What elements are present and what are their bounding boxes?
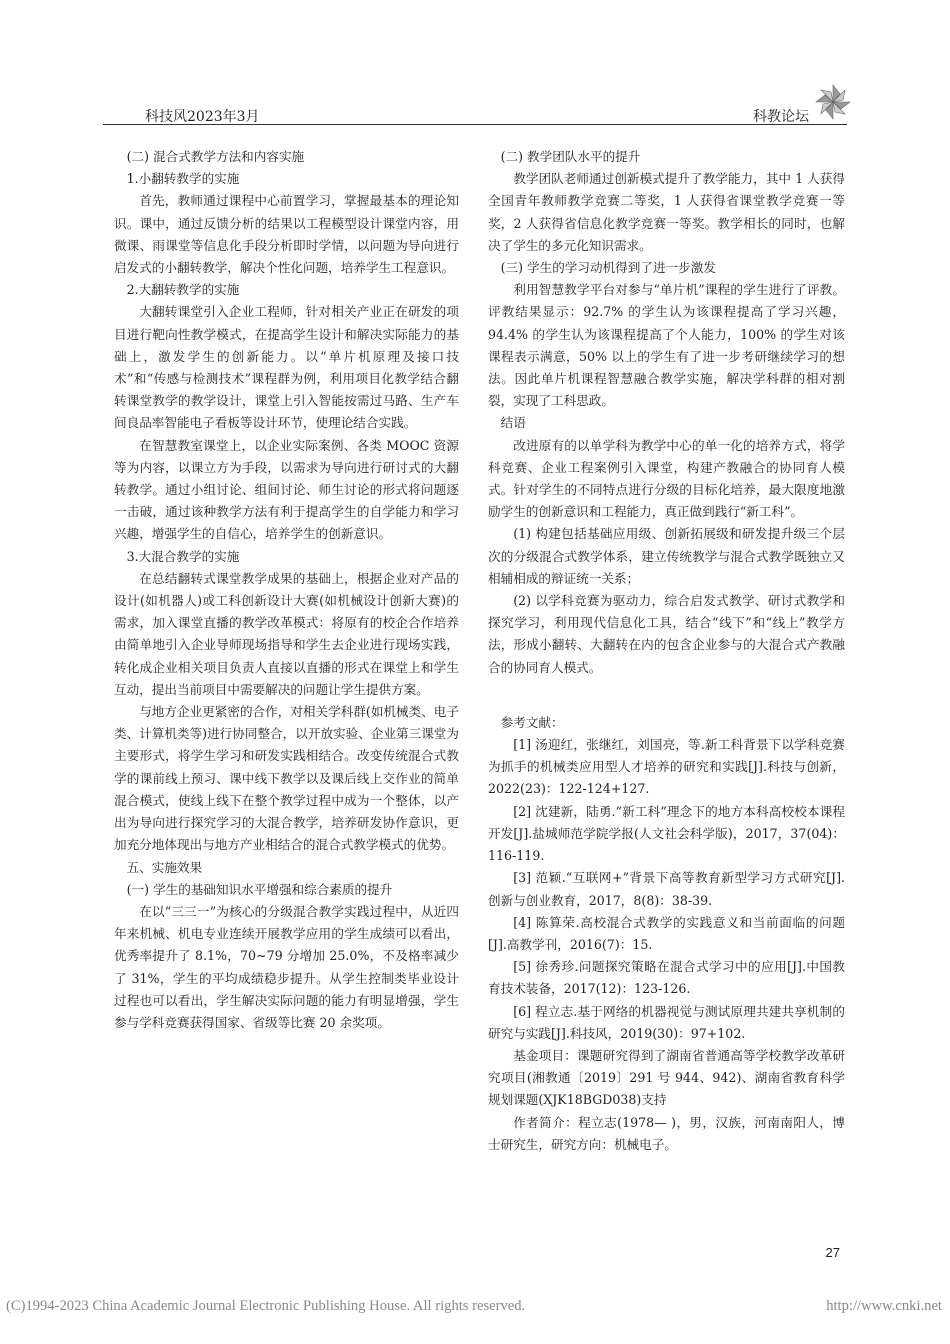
copyright-notice: (C)1994-2023 China Academic Journal Electronic Publishing House. All rights reserved. [6,1298,526,1314]
left-heading: 2.大翻转教学的实施 [126,282,240,298]
reference-paragraph: 作者简介：程立志(1978— )，男，汉族，河南南阳人，博士研究生，研究方向：机械电子。 [488,1114,845,1152]
right-paragraph: 教学团队老师通过创新模式提升了教学能力，其中 1 人获得全国青年教师教学竞赛二等奖，1 人获得省课堂教学竞赛一等奖，2 人获得省信息化教学竞赛一等奖。教学相长的同时，也解决了学生的多元化知识需求。 [488,171,845,253]
right-paragraph: 利用智慧教学平台对参与“单片机”课程的学生进行了评教。评教结果显示：92.7% 的学生认为该课程提高了学习兴趣，94.4% 的学生认为该课程提高了个人能力，100% 的学生对该课程表示满意，50% 以上的学生有了进一步考研继续学习的想法。因此单片机课程智慧融合教学实施，解决学科群的相对割裂，实现了工科思政。 [488,282,845,409]
left-paragraph: 首先，教师通过课程中心前置学习，掌握最基本的理论知识。课中，通过反馈分析的结果以工程模型设计课堂内容，用微课、雨课堂等信息化手段分析即时学情，以问题为导向进行启发式的小翻转教学，解决个性化问题，培养学生工程意识。 [114,193,459,276]
left-paragraph: 与地方企业更紧密的合作，对相关学科群(如机械类、电子类、计算机类等)进行协同整合，以开放实验、企业第三课堂为主要形式，将学生学习和研发实践相结合。改变传统混合式教学的课前线上预习、课中线下教学以及课后线上交作业的简单混合模式，使线上线下在整个教学过程中成为一个整体，以产出为导向进行探究学习的大混合教学，培养研发协作意识，更加充分地体现出与地方产业相结合的混合式教学模式的优势。 [114,704,459,853]
left-paragraph: 在以“三三一”为核心的分级混合教学实践过程中，从近四年来机械、机电专业连续开展教学应用的学生成绩可以看出，优秀率提升了 8.1%，70~79 分增加 25.0%，不及格率减少了 31%，学生的平均成绩稳步提升。从学生控制类毕业设计过程也可以看出，学生解决实际问题的能力有明显增强，学生参与学科竞赛获得国家、省级等比赛 20 余奖项。 [114,903,459,1030]
right-heading: (三) 学生的学习动机得到了进一步激发 [500,260,716,276]
reference-paragraph: [4] 陈算荣.高校混合式教学的实践意义和当前面临的问题[J].高教学刊，2016(7)：15. [488,914,845,952]
header-rule [103,124,847,125]
reference-heading: 参考文献： [500,714,564,730]
reference-paragraph: 基金项目：课题研究得到了湖南省普通高等学校教学改革研究项目(湘教通〔2019〕291 号 944、942)、湖南省教育科学规划课题(XJK18BGD038)支持 [488,1047,845,1108]
left-column [114,146,459,1034]
section-title: 科教论坛 [753,109,809,125]
left-paragraph: 在智慧教室课堂上，以企业实际案例、各类 MOOC 资源等为内容，以课立方为手段，以需求为导向进行研讨式的大翻转教学。通过小组讨论、组间讨论、师生讨论的形式将问题逐一击破，通过该种教学方法有利于提高学生的自学能力和学习兴趣，增强学生的自信心，培养学生的创新意识。 [114,437,459,542]
pinwheel-logo-icon [813,82,853,122]
left-paragraph: 大翻转课堂引入企业工程师，针对相关产业正在研发的项目进行靶向性教学模式，在提高学生设计和解决实际能力的基础上，激发学生的创新能力。以“单片机原理及接口技术”和“传感与检测技术”课程群为例，利用项目化教学结合翻转课堂教学的教学设计，课堂上引入智能按需过马路、生产车间良品率智能电子看板等设计环节，使理论结合实践。 [114,304,459,431]
reference-paragraph: [6] 程立志.基于网络的机器视觉与测试原理共建共享机制的研究与实践[J].科技风，2019(30)：97+102. [488,1003,845,1041]
right-column [488,146,845,1156]
journal-issue: 科技风2023年3月 [145,109,260,125]
left-heading: 五、实施效果 [126,859,203,875]
reference-paragraph: [2] 沈建新，陆勇.“新工科”理念下的地方本科高校校本课程开发[J].盐城师范学院学报(人文社会科学版)，2017，37(04)：116-119. [488,803,845,864]
references [488,712,845,1156]
reference-paragraph: [1] 汤迎红，张继红，刘国亮，等.新工科背景下以学科竞赛为抓手的机械类应用型人才培养的研究和实践[J].科技与创新，2022(23)：122-124+127. [488,737,845,797]
left-paragraph: 在总结翻转式课堂教学成果的基础上，根据企业对产品的设计(如机器人)或工科创新设计大赛(如机械设计创新大赛)的需求，加入课堂直播的教学改革模式：将原有的校企合作培养由简单地引入企业导师现场指导和学生去企业进行现场实践，转化成企业相关项目负责人直接以直播的形式在课堂上和学生互动，提出当前项目中需要解决的问题让学生提供方案。 [114,570,459,697]
right-heading: (二) 教学团队水平的提升 [500,149,641,164]
right-column-body [488,146,845,679]
left-heading: (二) 混合式教学方法和内容实施 [126,149,305,164]
reference-paragraph: [5] 徐秀珍.问题探究策略在混合式学习中的应用[J].中国教育技术装备，2017(12)：123-126. [488,959,845,997]
right-paragraph: (1) 构建包括基础应用级、创新拓展级和研发提升级三个层次的分级混合式教学体系，建立传统教学与混合式教学既独立又相辅相成的辩证统一关系； [488,526,845,586]
left-heading: 1.小翻转教学的实施 [126,171,240,187]
left-heading: (一) 学生的基础知识水平增强和综合素质的提升 [126,881,393,897]
page-header [103,96,847,126]
reference-paragraph: [3] 范颖.“互联网+”背景下高等教育新型学习方式研究[J].创新与创业教育，2017，8(8)：38-39. [488,870,845,908]
right-heading: 结语 [500,415,526,431]
page-number: 27 [825,1245,840,1260]
left-heading: 3.大混合教学的实施 [126,548,240,564]
page-footer [0,1296,950,1318]
right-paragraph: (2) 以学科竞赛为驱动力，综合启发式教学、研讨式教学和探究学习，利用现代信息化工具，结合“线下”和“线上”教学方法，形成小翻转、大翻转在内的包含企业参与的大混合式产教融合的协同育人模式。 [488,593,845,675]
right-paragraph: 改进原有的以单学科为教学中心的单一化的培养方式，将学科竞赛、企业工程案例引入课堂，构建产教融合的协同育人模式。针对学生的不同特点进行分级的目标化培养，最大限度地激励学生的创新意识和工程能力，真正做到践行“新工科”。 [488,437,845,520]
footer-url[interactable]: http://www.cnki.net [826,1298,942,1314]
